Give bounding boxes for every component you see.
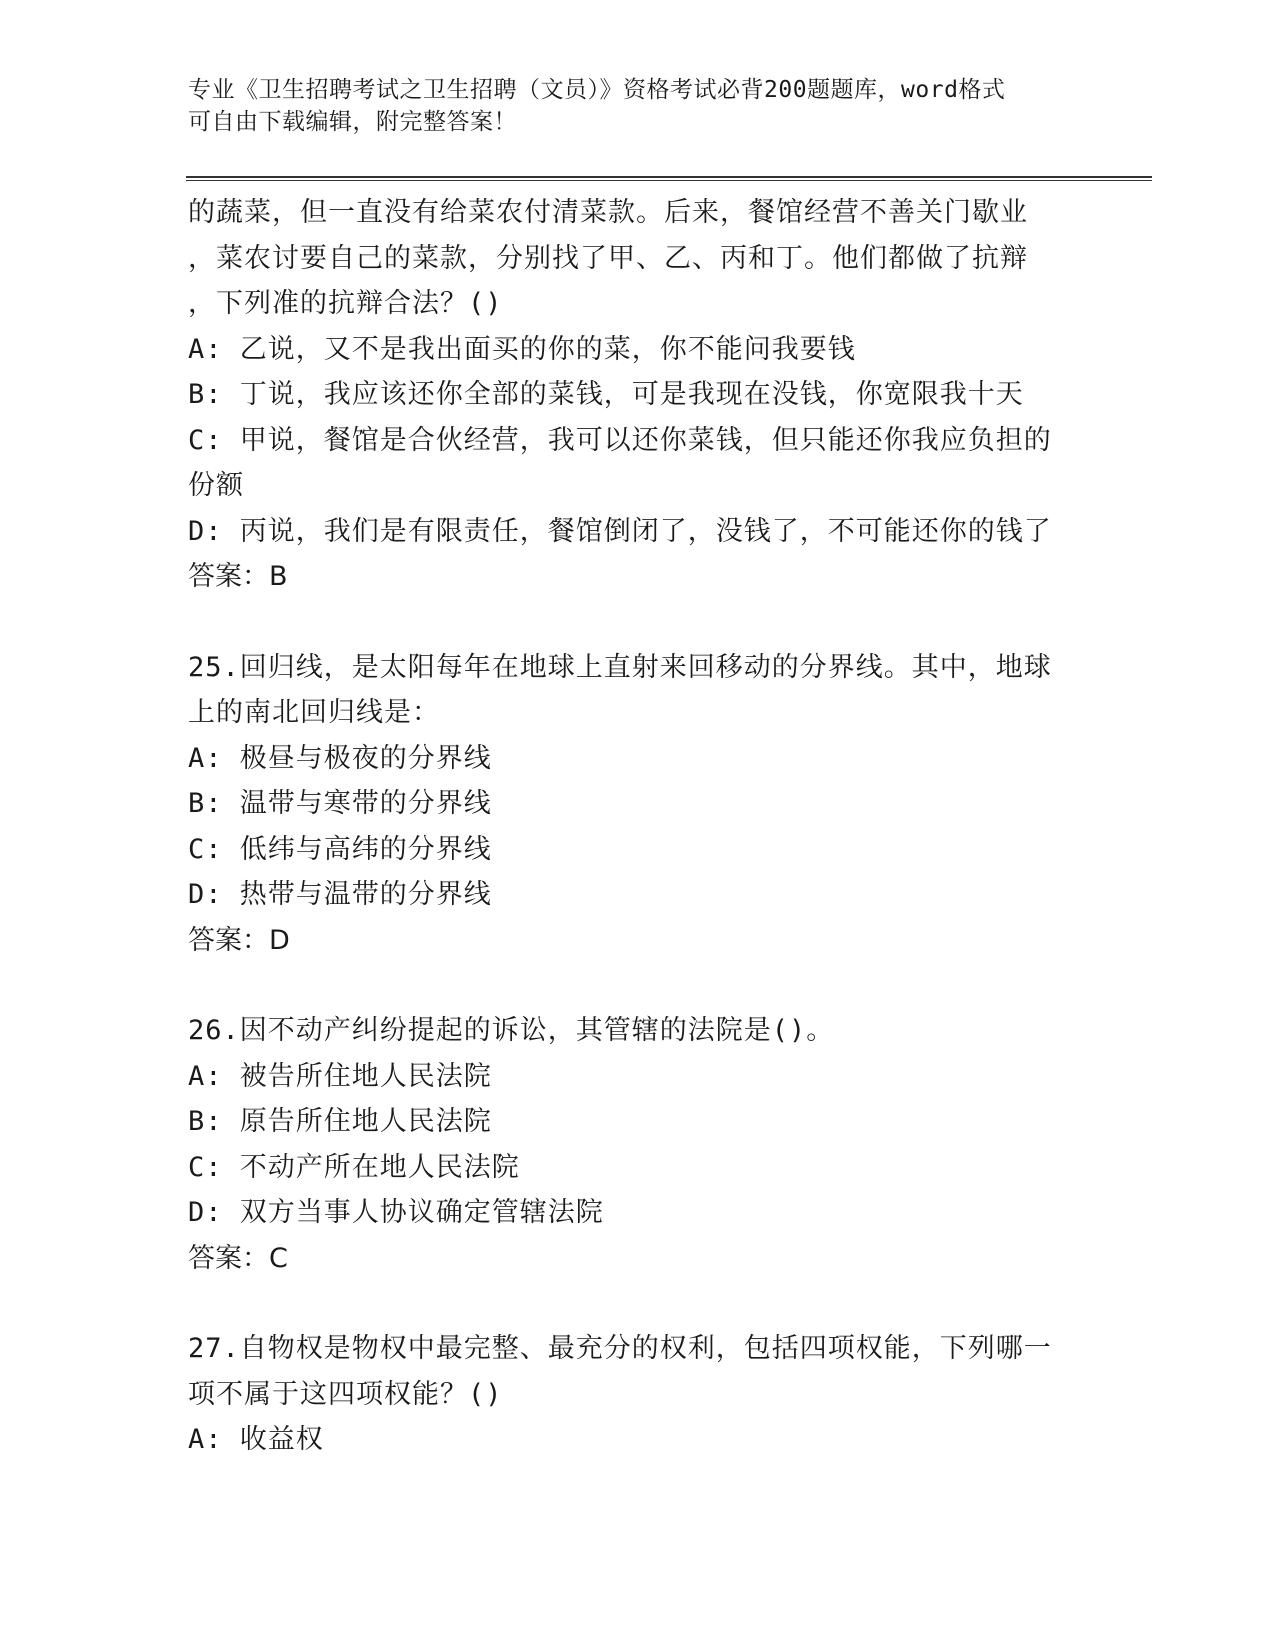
- header-line-2: 可自由下载编辑，附完整答案！: [188, 109, 517, 135]
- question-list: [188, 190, 1088, 1463]
- answer-label: 答案：B: [188, 561, 288, 592]
- answer-label: 答案：C: [188, 1242, 288, 1274]
- option-c-continued: 份额: [188, 470, 244, 501]
- document-header: [188, 74, 1088, 138]
- option-d: D: 热带与温带的分界线: [188, 879, 492, 910]
- question-24: [188, 190, 1088, 600]
- question-stem-line: ，菜农讨要自己的菜款，分别找了甲、乙、丙和丁。他们都做了抗辩: [188, 242, 1028, 274]
- option-d: D: 双方当事人协议确定管辖法院: [188, 1197, 604, 1228]
- question-stem-line: 25.回归线，是太阳每年在地球上直射来回移动的分界线。其中，地球: [188, 651, 1052, 683]
- option-c: C: 低纬与高纬的分界线: [188, 833, 492, 865]
- question-stem-line: 27.自物权是物权中最完整、最充分的权利，包括四项权能，下列哪一: [188, 1333, 1052, 1364]
- question-27: [188, 1326, 1088, 1463]
- spacer: [188, 1281, 1088, 1326]
- option-c: C: 甲说，餐馆是合伙经营，我可以还你菜钱，但只能还你我应负担的: [188, 424, 1052, 456]
- option-b: B: 原告所住地人民法院: [188, 1106, 492, 1137]
- spacer: [188, 963, 1088, 1008]
- question-stem-line: ，下列准的抗辩合法？(): [188, 288, 503, 319]
- question-26: [188, 1008, 1088, 1281]
- question-stem-line: 的蔬菜，但一直没有给菜农付清菜款。后来，餐馆经营不善关门歇业: [188, 197, 1028, 228]
- option-a: A: 极昼与极夜的分界线: [188, 742, 492, 774]
- option-a: A: 收益权: [188, 1424, 324, 1455]
- option-b: B: 温带与寒带的分界线: [188, 788, 492, 819]
- spacer: [188, 600, 1088, 645]
- question-stem-line: 上的南北回归线是：: [188, 697, 440, 728]
- header-divider: [186, 176, 1152, 181]
- option-a: A: 被告所住地人民法院: [188, 1060, 492, 1092]
- question-25: [188, 645, 1088, 964]
- question-stem-line: 项不属于这四项权能？(): [188, 1378, 503, 1410]
- answer-label: 答案：D: [188, 924, 290, 956]
- option-d: D: 丙说，我们是有限责任，餐馆倒闭了，没钱了，不可能还你的钱了: [188, 515, 1052, 547]
- option-c: C: 不动产所在地人民法院: [188, 1151, 520, 1183]
- option-b: B: 丁说，我应该还你全部的菜钱，可是我现在没钱，你宽限我十天: [188, 379, 1024, 410]
- option-a: A: 乙说，又不是我出面买的你的菜，你不能问我要钱: [188, 333, 856, 365]
- question-stem-line: 26.因不动产纠纷提起的诉讼，其管辖的法院是()。: [188, 1015, 835, 1046]
- header-line-1: 专业《卫生招聘考试之卫生招聘（文员）》资格考试必背200题题库，word格式: [188, 77, 1006, 103]
